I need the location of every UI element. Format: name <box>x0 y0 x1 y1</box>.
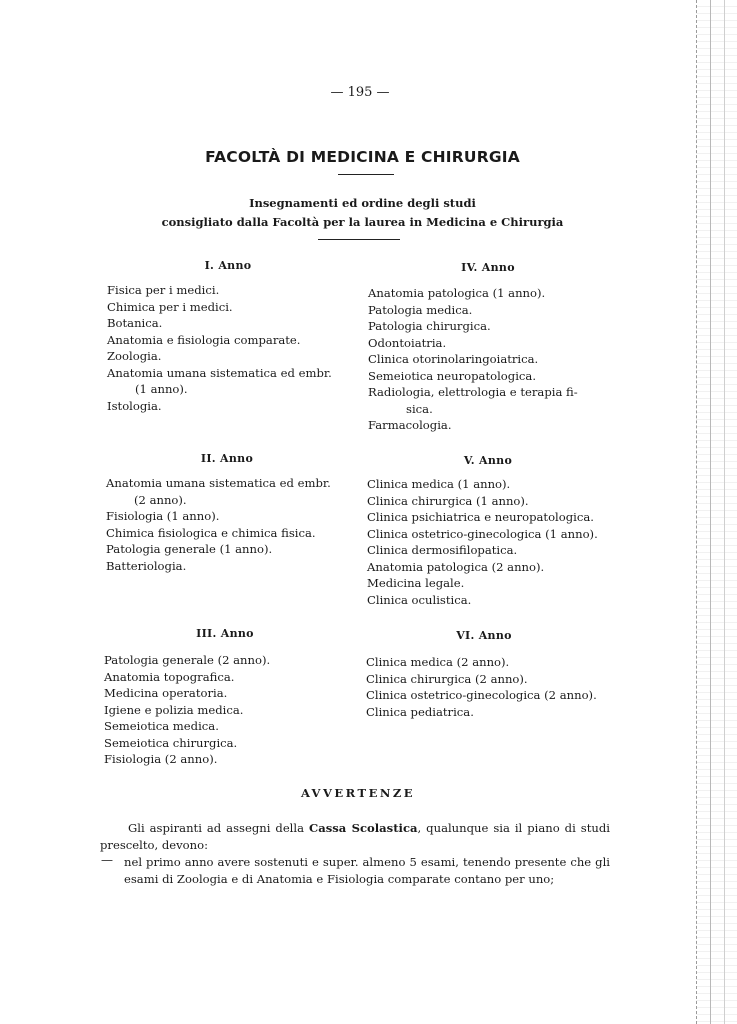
list-item: Clinica chirurgica (2 anno). <box>366 671 528 686</box>
list-item: Semeiotica neuropatologica. <box>368 368 537 383</box>
list-item: Clinica dermosifilopatica. <box>367 543 518 557</box>
year-6-list <box>366 654 597 720</box>
year-4-heading: IV. Anno <box>461 261 515 274</box>
list-item: (2 anno). <box>134 492 187 507</box>
list-item: Anatomia patologica (1 anno). <box>368 286 546 300</box>
list-item: Semeiotica medica. <box>104 719 219 733</box>
subtitle-line-1: Insegnamenti ed ordine degli studi <box>249 196 476 210</box>
year-3-heading: III. Anno <box>196 627 254 640</box>
list-item: Fisiologia (2 anno). <box>104 752 218 766</box>
list-item: Clinica ostetrico-ginecologica (2 anno). <box>366 688 597 702</box>
list-item: Chimica fisiologica e chimica fisica. <box>106 525 316 540</box>
year-2-heading: II. Anno <box>200 452 254 465</box>
list-item: Farmacologia. <box>368 418 452 432</box>
list-item: Patologia generale (1 anno). <box>106 542 273 556</box>
title-rule <box>338 174 394 175</box>
subtitle-rule <box>318 239 400 240</box>
cassa-scolastica-text: Cassa Scolastica <box>308 821 418 835</box>
year-1-list <box>107 282 332 414</box>
page-number: — 195 — <box>330 85 390 100</box>
list-item: Istologia. <box>107 398 162 413</box>
list-item: Fisiologia (1 anno). <box>106 509 220 523</box>
list-item: Igiene e polizia medica. <box>104 702 244 717</box>
year-4-list <box>368 285 578 434</box>
list-item: Clinica pediatrica. <box>366 704 474 719</box>
list-item: Botanica. <box>107 316 163 330</box>
year-5-heading: V. Anno <box>463 454 513 467</box>
list-item: Anatomia e fisiologia comparate. <box>107 332 301 347</box>
list-item: Chimica per i medici. <box>107 299 233 314</box>
list-item: Clinica psichiatrica e neuropatologica. <box>367 510 594 524</box>
avvertenze-paragraph-2: nel primo anno avere sostenuti e super. almeno 5 esami, tenendo presente che gli esami di Zoologia e di Anatomia e Fisiologia comparate contano per uno; <box>124 855 610 886</box>
dash-bullet: — <box>101 853 113 867</box>
list-item: Batteriologia. <box>106 558 187 573</box>
avvertenze-paragraph-1 <box>100 820 610 854</box>
list-item: Clinica chirurgica (1 anno). <box>367 493 529 508</box>
list-item: Semeiotica chirurgica. <box>104 735 238 750</box>
list-item: Anatomia umana sistematica ed embr. <box>107 365 332 380</box>
year-6-heading: VI. Anno <box>456 629 512 642</box>
list-item: (1 anno). <box>135 382 188 396</box>
subtitle-line-2: consigliato dalla Facoltà per la laurea in Medicina e Chirurgia <box>161 215 564 229</box>
list-item: Anatomia topografica. <box>104 669 235 684</box>
list-item: sica. <box>406 401 433 416</box>
list-item: Zoologia. <box>107 349 162 363</box>
list-item: Odontoiatria. <box>368 335 447 350</box>
list-item: Anatomia umana sistematica ed embr. <box>106 476 331 490</box>
list-item: Patologia generale (2 anno). <box>104 653 271 667</box>
avvertenze-heading: AVVERTENZE <box>300 786 416 800</box>
paragraph-text: , qualunque sia il piano di studi prescelto, devono: <box>100 821 610 852</box>
list-item: Clinica otorinolaringoiatrica. <box>368 352 539 366</box>
list-item: Fisica per i medici. <box>107 283 220 297</box>
list-item: Radiologia, elettrologia e terapia fi- <box>368 385 578 399</box>
year-5-list <box>367 476 598 608</box>
year-2-list <box>106 475 331 574</box>
list-item: Medicina legale. <box>367 576 465 590</box>
list-item: Medicina operatoria. <box>104 686 228 700</box>
list-item: Anatomia patologica (2 anno). <box>367 559 545 574</box>
list-item: Clinica oculistica. <box>367 592 472 607</box>
list-item: Clinica medica (2 anno). <box>366 655 510 669</box>
list-item: Clinica ostetrico-ginecologica (1 anno). <box>367 526 598 541</box>
year-3-list <box>104 652 270 768</box>
paragraph-text: Gli aspiranti ad assegni della <box>128 821 309 835</box>
year-1-heading: I. Anno <box>204 259 252 272</box>
faculty-title: FACOLTÀ DI MEDICINA E CHIRURGIA <box>205 148 520 166</box>
list-item: Patologia chirurgica. <box>368 319 491 333</box>
list-item: Patologia medica. <box>368 302 473 317</box>
list-item: Clinica medica (1 anno). <box>367 477 511 491</box>
